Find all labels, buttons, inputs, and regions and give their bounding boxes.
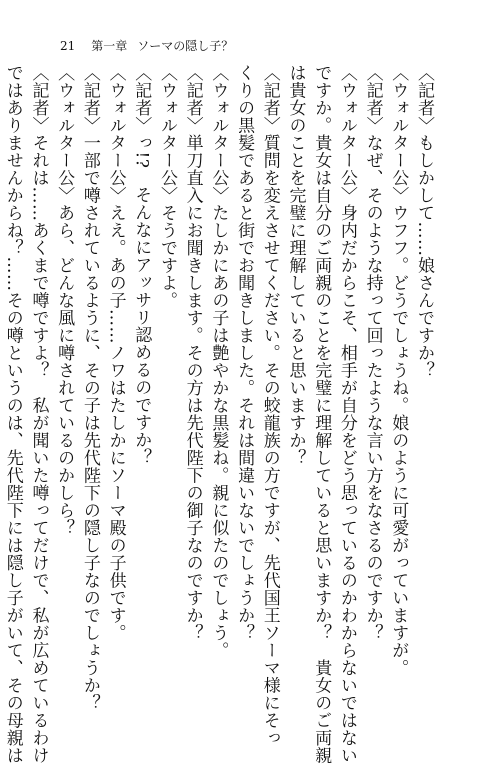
- text-line: 〈ウォルター公〉そうですよ。: [156, 64, 177, 309]
- text-line: 〈ウォルター公〉ええ。あの子……ノワはたしかにソーマ殿の子供です。: [105, 64, 126, 642]
- body-text: [2, 64, 436, 764]
- text-line: 〈記者〉一部で噂されているように、その子は先代陛下の隠し子なのでしょうか？: [79, 64, 100, 712]
- chapter-label: 第一章: [91, 39, 128, 53]
- text-line: は貴女のことを完璧に理解していると思いますか？: [285, 64, 306, 467]
- text-line: 〈記者〉それは……あくまで噂ですよ？ 私が聞いた噂ってだけで、私が広めているわけ: [28, 64, 49, 764]
- text-line: ですか。貴女は自分のご両親のことを完璧に理解していると思いますか？ 貴女のご両親: [311, 64, 332, 764]
- text-line: くりの黒髪であると街でお聞きしました。それは間違いないでしょうか？: [234, 64, 255, 642]
- text-line: 〈ウォルター公〉あら、どんな風に噂されているのかしら？: [54, 64, 75, 537]
- chapter-title: ソーマの隠し子？: [137, 39, 234, 53]
- text-line: ではありませんからね？……その噂というのは、先代陛下には隠し子がいて、その母親は: [2, 64, 23, 764]
- text-line: 〈記者〉っ!? そんなにアッサリ認めるのですか？: [131, 64, 152, 466]
- text-line: 〈記者〉なぜ、そのような持って回ったような言い方をなさるのですか？: [362, 64, 383, 642]
- running-head: [60, 38, 233, 54]
- text-line: 〈記者〉質問を変えさせてください。その蛟龍族の方ですが、先代国王ソーマ様にそっ: [259, 64, 280, 747]
- text-line: 〈ウォルター公〉身内だからこそ、相手が自分をどう思っているのかわからないではない: [336, 64, 357, 764]
- text-line: 〈ウォルター公〉ウフフ。どうでしょうね。娘のように可愛がっていますが。: [388, 64, 409, 677]
- text-line: 〈ウォルター公〉たしかにあの子は艶やかな黒髪ね。親に似たのでしょう。: [208, 64, 229, 659]
- text-line: 〈記者〉単刀直入にお聞きします。その方は先代陛下の御子なのですか？: [182, 64, 203, 642]
- page-number: 21: [60, 39, 76, 53]
- text-line: 〈記者〉もしかして……娘さんですか？: [414, 64, 434, 379]
